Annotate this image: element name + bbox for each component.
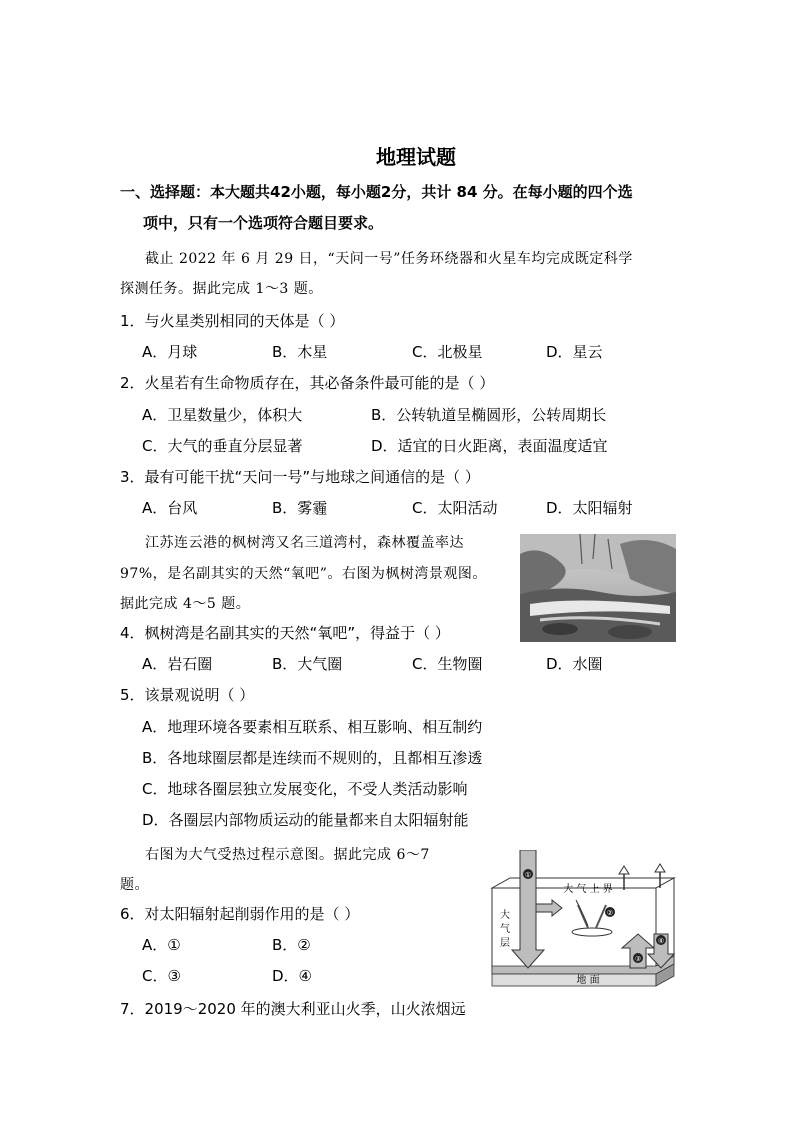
- q4-option-c: C．生物圈: [412, 655, 483, 673]
- q5-option-b: B．各地球圈层都是连续而不规则的，且都相互渗透: [142, 749, 483, 767]
- landscape-photo: [520, 534, 676, 642]
- intro1-line2: 探测任务。据此完成 1～3 题。: [120, 281, 323, 297]
- q4-option-b: B．大气圈: [272, 655, 343, 673]
- intro3-line1: 右图为大气受热过程示意图。据此完成 6～7: [145, 847, 430, 863]
- q3-stem: 3．最有可能干扰“天问一号”与地球之间通信的是（ ）: [120, 468, 480, 486]
- marker-2: ②: [606, 909, 614, 917]
- intro2-line2: 97%，是名副其实的天然“氧吧”。右图为枫树湾景观图。: [120, 566, 487, 582]
- q6-option-b: B．②: [272, 936, 311, 954]
- q4-option-a: A．岩石圈: [142, 655, 213, 673]
- q2-option-b: B．公转轨道呈椭圆形，公转周期长: [371, 406, 607, 424]
- q1-option-d: D．星云: [546, 343, 603, 361]
- marker-4: ④: [657, 937, 665, 945]
- intro3-line2: 题。: [120, 877, 149, 893]
- q6-option-a: A．①: [142, 936, 181, 954]
- q6-option-d: D．④: [272, 967, 312, 985]
- q3-option-d: D．太阳辐射: [546, 499, 633, 517]
- q2-stem: 2．火星若有生命物质存在，其必备条件最可能的是（ ）: [120, 374, 495, 392]
- atmosphere-heating-diagram: [488, 850, 676, 990]
- q5-option-a: A．地理环境各要素相互联系、相互影响、相互制约: [142, 718, 483, 736]
- diagram-side-label-1: 大: [500, 910, 510, 921]
- marker-3: ③: [634, 955, 642, 963]
- section-heading-line2: 项中，只有一个选项符合题目要求。: [143, 214, 384, 232]
- diagram-side-label-2: 气: [500, 924, 510, 935]
- q1-option-c: C．北极星: [412, 343, 483, 361]
- q5-option-c: C．地球各圈层独立发展变化，不受人类活动影响: [142, 780, 468, 798]
- q1-option-a: A．月球: [142, 343, 198, 361]
- q3-option-c: C．太阳活动: [412, 499, 498, 517]
- q7-stem: 7．2019～2020 年的澳大利亚山火季，山火浓烟远: [120, 1000, 466, 1018]
- diagram-ground-label: 地 面: [576, 975, 600, 986]
- q4-option-d: D．水圈: [546, 655, 603, 673]
- intro2-line1: 江苏连云港的枫树湾又名三道湾村，森林覆盖率达: [145, 535, 464, 551]
- diagram-side-label-3: 层: [500, 938, 510, 949]
- marker-1: ①: [524, 871, 532, 879]
- q5-stem: 5．该景观说明（ ）: [120, 686, 255, 704]
- q4-stem: 4．枫树湾是名副其实的天然“氧吧”，得益于（ ）: [120, 624, 450, 642]
- q3-option-b: B．雾霾: [272, 499, 328, 517]
- intro1-line1: 截止 2022 年 6 月 29 日，“天问一号”任务环绕器和火星车均完成既定科学: [145, 251, 633, 267]
- q2-option-c: C．大气的垂直分层显著: [142, 437, 303, 455]
- q3-option-a: A．台风: [142, 499, 198, 517]
- q6-option-c: C．③: [142, 967, 181, 985]
- q1-option-b: B．木星: [272, 343, 328, 361]
- intro2-line3: 据此完成 4～5 题。: [120, 596, 251, 612]
- section-heading-line1: 一、选择题：本大题共42小题，每小题2分，共计 84 分。在每小题的四个选: [120, 183, 633, 201]
- q1-stem: 1．与火星类别相同的天体是（ ）: [120, 312, 345, 330]
- q5-option-d: D．各圈层内部物质运动的能量都来自太阳辐射能: [142, 811, 469, 829]
- q2-option-d: D．适宜的日火距离，表面温度适宜: [371, 437, 608, 455]
- q6-stem: 6．对太阳辐射起削弱作用的是（ ）: [120, 905, 360, 923]
- page-title: 地理试题: [376, 145, 456, 169]
- q2-option-a: A．卫星数量少，体积大: [142, 406, 303, 424]
- diagram-top-label: 大 气 上 界: [563, 884, 613, 895]
